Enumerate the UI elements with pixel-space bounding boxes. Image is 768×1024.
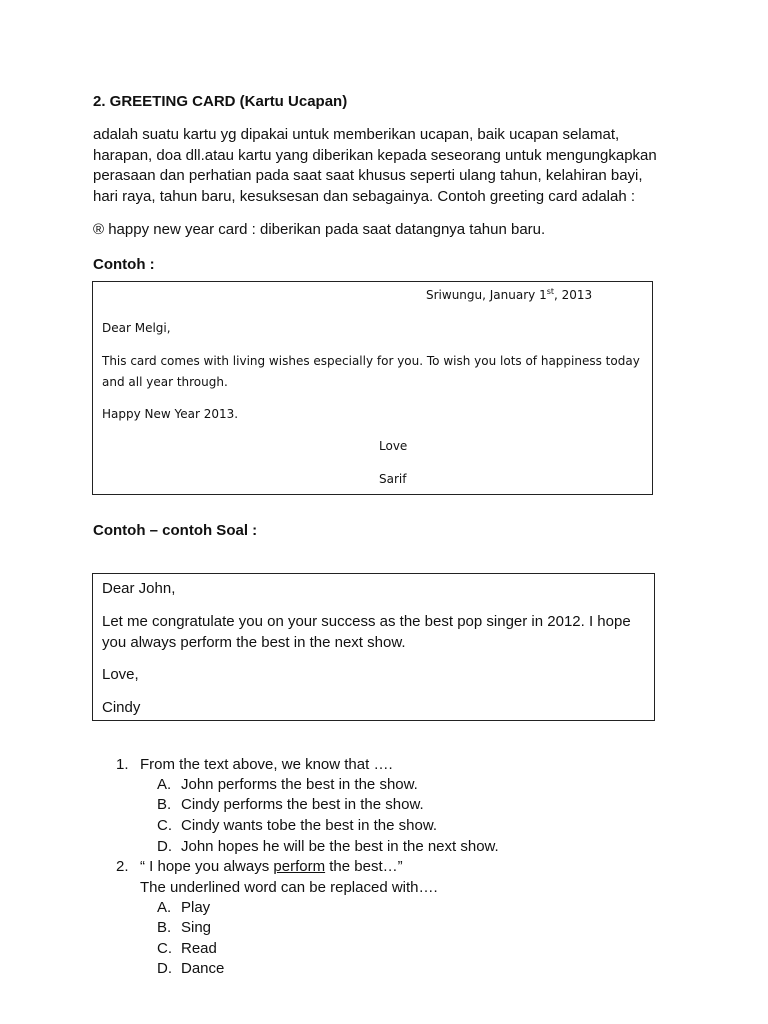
option-text: John performs the best in the show.: [181, 776, 418, 793]
option-letter: A.: [157, 899, 172, 916]
paragraph-line: adalah suatu kartu yg dipakai untuk memberikan ucapan, baik ucapan selamat,: [93, 126, 620, 143]
paragraph-line: perasaan dan perhatian pada saat saat khusus seperti ulang tahun, kelahiran bayi,: [93, 167, 643, 184]
bullet-item: ® happy new year card : diberikan pada saat datangnya tahun baru.: [93, 221, 546, 238]
card-closing: Happy New Year 2013.: [102, 407, 239, 421]
card-closing: Love,: [102, 666, 139, 683]
option-text: Dance: [181, 960, 225, 977]
card-body: This card comes with living wishes especially for you. To wish you lots of happiness today and all year through.: [102, 354, 640, 389]
option-text: John hopes he will be the best in the next show.: [181, 838, 499, 855]
paragraph-line: harapan, doa dll.atau kartu yang diberikan kepada seseorang untuk mengungkapkan: [93, 146, 657, 164]
option-text: Cindy wants tobe the best in the show.: [181, 817, 437, 834]
question-number: 1.: [116, 756, 129, 773]
option-letter: C.: [157, 817, 172, 834]
question-text: From the text above, we know that ….: [140, 756, 393, 773]
question-text-after: the best…”: [325, 858, 403, 875]
card-date-prefix: Sriwungu, January 1: [426, 288, 547, 302]
option-letter: A.: [157, 776, 172, 793]
section-heading: 2. GREETING CARD (Kartu Ucapan): [93, 93, 348, 110]
option-letter: D.: [157, 960, 172, 977]
question-number: 2.: [116, 858, 129, 875]
question-text-before: “ I hope you always: [140, 858, 274, 875]
option-text: Sing: [181, 919, 212, 936]
example-label: Contoh :: [93, 256, 155, 273]
question-text-card: [92, 573, 655, 721]
option-letter: C.: [157, 940, 172, 957]
intro-paragraph: [93, 125, 693, 207]
questions-label: Contoh – contoh Soal :: [93, 522, 258, 539]
card-date: [426, 288, 592, 302]
card-sender: Sarif: [379, 472, 407, 486]
card-sender: Cindy: [102, 699, 141, 716]
card-greeting: Dear Melgi,: [102, 321, 171, 335]
option-letter: B.: [157, 796, 172, 813]
option-letter: D.: [157, 838, 172, 855]
paragraph-line: hari raya, tahun baru, kesuksesan dan sebagainya. Contoh greeting card adalah :: [93, 187, 636, 205]
example-greeting-card: [92, 281, 653, 495]
card-love: Love: [379, 439, 408, 453]
card-date-suffix: , 2013: [554, 288, 593, 302]
option-letter: B.: [157, 919, 172, 936]
card-body: Let me congratulate you on your success as the best pop singer in 2012. I hope you always perform the best in the next show.: [102, 613, 631, 651]
question-subtext: The underlined word can be replaced with….: [140, 879, 438, 896]
option-text: Play: [181, 899, 211, 916]
card-date-ordinal: st: [546, 287, 555, 296]
question-text: [140, 858, 403, 875]
underlined-word: perform: [273, 858, 326, 875]
card-greeting: Dear John,: [102, 580, 176, 597]
option-text: Read: [181, 940, 217, 957]
option-text: Cindy performs the best in the show.: [181, 796, 424, 813]
